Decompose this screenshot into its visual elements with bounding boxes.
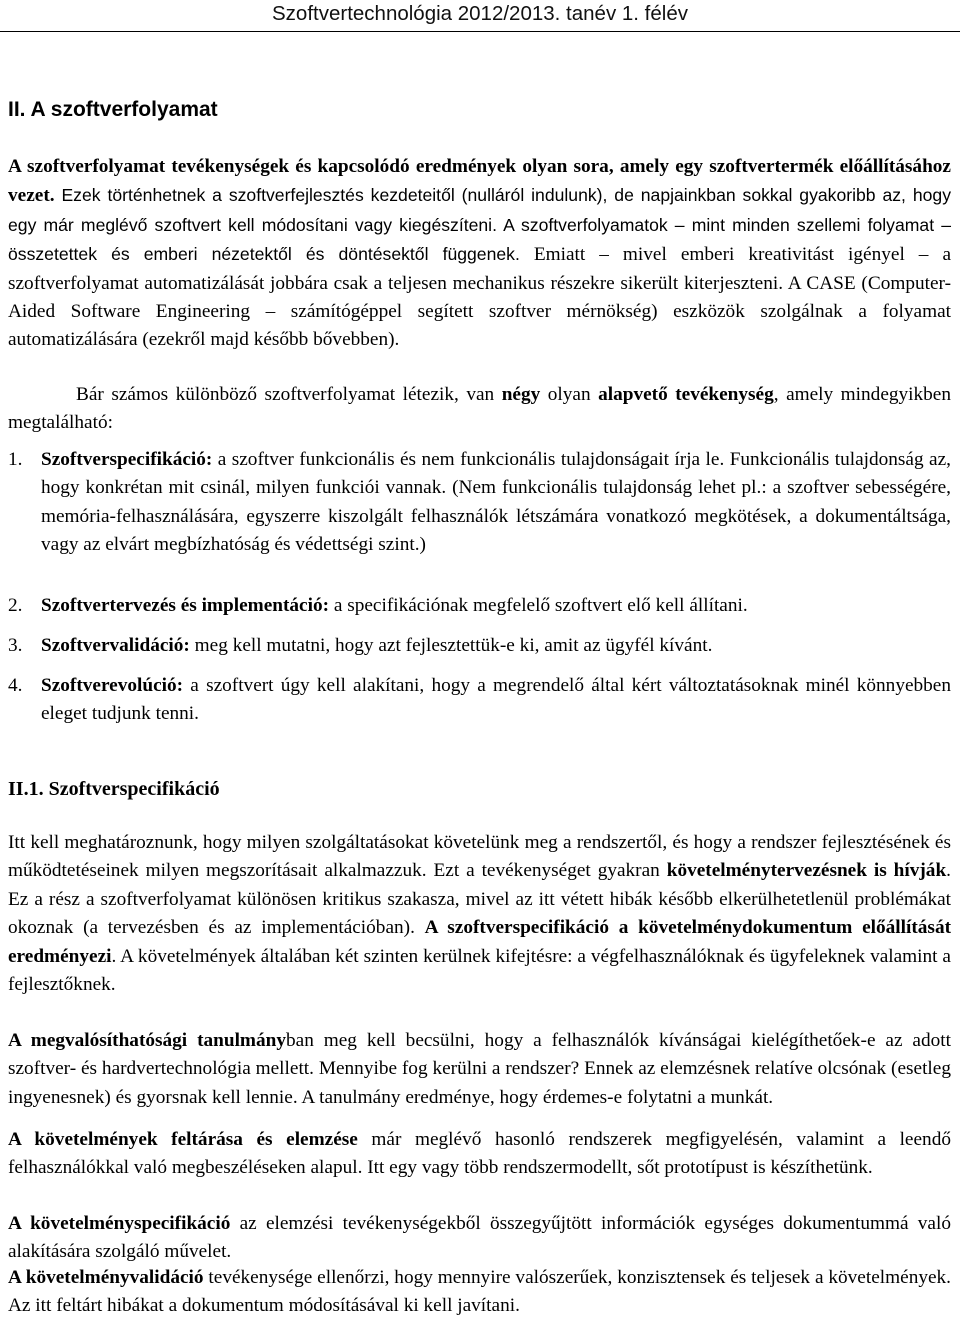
- specification-paragraph: [8, 1210, 951, 1267]
- elicitation-bold: A követelmények feltárása és elemzése: [8, 1129, 358, 1150]
- list-item: [8, 632, 951, 660]
- section-text-a: Itt kell meghatároznunk, hogy milyen szolgáltatásokat követelünk meg a rendszertől, és hogy a rendszer fejlesztésének és működtetéseinek milyen megszorításait alkalmazzuk. Ezt a tevékenységet gyakran: [8, 832, 951, 882]
- list-text: a szoftvert úgy kell alakítani, hogy a megrendelő által kért változtatásoknak minél könnyebben eleget tudjunk tenni.: [41, 675, 951, 725]
- feasibility-bold: A megvalósíthatósági tanulmány: [8, 1030, 286, 1051]
- activities-text-d: , amely mindegyikben megtalálható:: [8, 384, 951, 434]
- list-item: [8, 592, 951, 620]
- definition-bold: A szoftverfolyamat tevékenységek és kapcsolódó eredmények olyan sora, amely egy szoftvertermék előállításához vezet.: [8, 156, 951, 207]
- feasibility-text: ban meg kell becsülni, hogy a felhasználók kívánságai kielégíthetőek-e az adott szoftver- és hardvertechnológia mellett. Mennyibe fog kerülni a rendszer? Ennek az elemzésnek relatíve olcsónak (esetleg ingyenesnek) és gyorsnak kell lennie. A tanulmány eredménye, hogy érdemes-e folytatni a munkát.: [8, 1030, 951, 1108]
- section-paragraph: [8, 829, 951, 999]
- specification-text: az elemzési tevékenységekből összegyűjtött információk egységes dokumentummá való alakítására szolgáló művelet.: [8, 1213, 951, 1263]
- list-term: Szoftverevolúció:: [41, 675, 184, 696]
- activities-bold-four: négy: [501, 384, 541, 405]
- section-bold-d: A szoftverspecifikáció a követelménydokumentum előállítását eredményezi: [8, 917, 952, 967]
- intro-serif-text: Emiatt – mivel emberi kreativitást igényel – a szoftverfolyamat automatizálását jobbára csak a teljesen mechanikus részekre sikerült kiterjeszteni. A CASE (Computer-Aided Software Engineering – számítógéppel segített szoftver mérnökség) eszközök szolgálnak a folyamat automatizálására (ezekről majd később bővebben).: [8, 244, 952, 351]
- list-text: a szoftver funkcionális és nem funkcionális tulajdonságait írja le. Funkcionális tulajdonság az, hogy konkrétan mit csinál, milyen funkciói vannak. (Nem funkcionális tulajdonság lehet pl.: a szoftver sebességére, memória-felhasználására, egyszerre kiszolgált felhasználók létszámára vonatkozó megkötések, a dokumentáltsága, vagy az elvárt megbízhatóság és védettségi szint.): [41, 449, 951, 556]
- validation-paragraph: [8, 1264, 951, 1321]
- section-bold-b: követelménytervezésnek is hívják: [666, 860, 947, 882]
- list-term: Szoftverspecifikáció:: [41, 449, 213, 470]
- header-divider: [0, 31, 960, 32]
- section-text-e: . A követelmények általában két szinten kerülnek kifejtésre: a végfelhasználóknak és ügyfeleknek valamint a fejlesztőknek.: [8, 945, 951, 996]
- activities-text-a: Bár számos különböző szoftverfolyamat létezik, van: [76, 384, 502, 405]
- activities-paragraph: [8, 381, 951, 438]
- list-item: [8, 672, 951, 729]
- section-text-c: . Ez a rész a szoftverfolyamat különösen kritikus szakasza, mivel az itt vétett hibák később elkerülhetetlenül problémákat okoznak (a tervezésben és az implementációban).: [8, 860, 951, 939]
- intro-paragraph: [8, 153, 951, 355]
- validation-text: tevékenysége ellenőrzi, hogy mennyire valószerűek, konzisztensek és teljesek a követelmények. Az itt feltárt hibákat a dokumentum módosításával ki kell javítani.: [8, 1267, 951, 1317]
- list-number: 2.: [8, 595, 23, 616]
- specification-bold: A követelményspecifikáció: [8, 1213, 231, 1234]
- validation-bold: A követelményvalidáció: [8, 1267, 204, 1288]
- list-item: [8, 446, 951, 560]
- running-header: Szoftvertechnológia 2012/2013. tanév 1. félév: [272, 2, 688, 25]
- list-number: 1.: [8, 449, 23, 470]
- intro-sans-text: Ezek történhetnek a szoftverfejlesztés kezdeteitől (nulláról indulunk), de napjainkban sokkal gyakoribb az, hogy egy már meglévő szoftvert kell módosítani vagy kiegészíteni. A szoftverfolyamatok – mint minden szellemi folyamat – összetettek és emberi nézetektől és döntésektől függenek.: [8, 185, 951, 265]
- list-number: 4.: [8, 675, 23, 696]
- list-term: Szoftvervalidáció:: [41, 635, 190, 656]
- list-text: meg kell mutatni, hogy azt fejlesztettük-e ki, amit az ügyfél kívánt.: [189, 635, 713, 656]
- elicitation-paragraph: [8, 1126, 951, 1183]
- activities-bold-activity: alapvető tevékenység: [598, 384, 774, 405]
- elicitation-text: már meglévő hasonló rendszerek megfigyelésén, valamint a leendő felhasználókkal való megbeszéléseken alapul. Itt egy vagy több rendszermodellt, sőt prototípust is készíthetünk.: [8, 1129, 951, 1179]
- chapter-title: II. A szoftverfolyamat: [8, 98, 218, 121]
- list-text: a specifikációnak megfelelő szoftvert elő kell állítani.: [329, 595, 748, 616]
- list-term: Szoftvertervezés és implementáció:: [41, 595, 330, 616]
- section-title: II.1. Szoftverspecifikáció: [8, 778, 220, 800]
- list-number: 3.: [8, 635, 23, 656]
- activities-text-c: olyan: [540, 384, 599, 405]
- feasibility-paragraph: [8, 1027, 951, 1112]
